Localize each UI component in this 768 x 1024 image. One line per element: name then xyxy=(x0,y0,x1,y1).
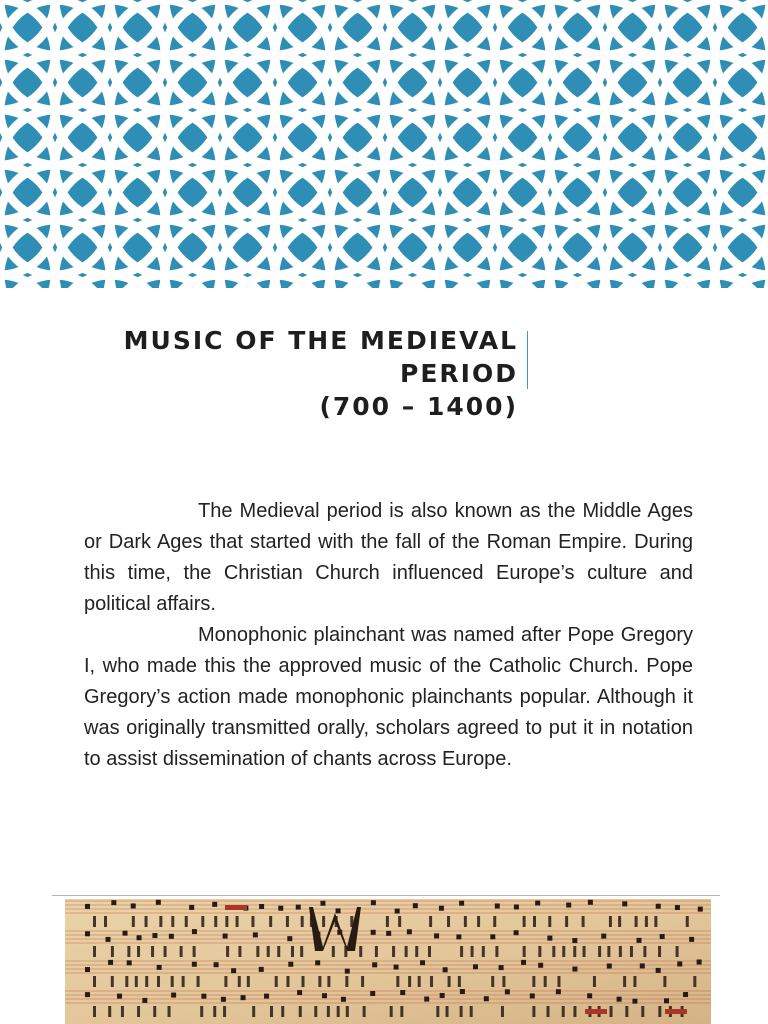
neume xyxy=(117,994,122,999)
script-stroke xyxy=(390,1006,393,1017)
script-stroke xyxy=(286,976,289,987)
neume xyxy=(697,960,702,965)
script-stroke xyxy=(562,1006,565,1017)
script-stroke xyxy=(145,976,148,987)
script-stroke xyxy=(145,916,148,927)
neume xyxy=(521,960,526,965)
neume xyxy=(490,934,495,939)
script-stroke xyxy=(251,916,254,927)
script-stroke xyxy=(538,946,541,957)
neume xyxy=(473,964,478,969)
neume xyxy=(495,903,500,908)
script-stroke xyxy=(291,946,294,957)
neume xyxy=(514,930,519,935)
script-stroke xyxy=(224,976,227,987)
neume xyxy=(85,931,90,936)
medieval-chant-manuscript-image xyxy=(65,899,711,1024)
neume xyxy=(264,994,269,999)
script-stroke xyxy=(332,946,335,957)
neume xyxy=(400,990,405,995)
manuscript-image xyxy=(65,899,711,1024)
script-stroke xyxy=(153,1006,156,1017)
neume xyxy=(601,934,606,939)
script-stroke xyxy=(491,976,494,987)
neume xyxy=(111,900,116,905)
script-stroke xyxy=(565,916,568,927)
script-stroke xyxy=(327,976,330,987)
script-stroke xyxy=(93,976,96,987)
script-stroke xyxy=(93,946,96,957)
script-stroke xyxy=(135,976,138,987)
neume xyxy=(372,962,377,967)
neume xyxy=(85,992,90,997)
script-stroke xyxy=(645,916,648,927)
script-stroke xyxy=(630,946,633,957)
script-stroke xyxy=(193,946,196,957)
script-stroke xyxy=(302,976,305,987)
script-stroke xyxy=(363,1006,366,1017)
script-stroke xyxy=(495,946,498,957)
neume xyxy=(394,965,399,970)
neume xyxy=(413,903,418,908)
script-stroke xyxy=(633,976,636,987)
script-stroke xyxy=(223,1006,226,1017)
paragraph-2: Monophonic plainchant was named after Pope Gregory I, who made this the approved music of the Catholic Church. Pope Gregory’s action made monophonic plainchants popular. Although it was originally transmitted orally, scholars agreed to put it in notation to assist dissemination of chants across Europe. xyxy=(84,624,693,770)
script-stroke xyxy=(277,946,280,957)
script-stroke xyxy=(418,976,421,987)
script-stroke xyxy=(359,946,362,957)
script-stroke xyxy=(552,946,555,957)
script-stroke xyxy=(386,916,389,927)
neume xyxy=(547,936,552,941)
neume xyxy=(131,903,136,908)
script-stroke xyxy=(609,916,612,927)
script-stroke xyxy=(286,916,289,927)
script-stroke xyxy=(625,1006,628,1017)
neume xyxy=(142,998,147,1003)
neume xyxy=(420,960,425,965)
script-stroke xyxy=(201,916,204,927)
script-stroke xyxy=(327,1006,330,1017)
script-stroke xyxy=(238,976,241,987)
script-stroke xyxy=(523,916,526,927)
script-stroke xyxy=(447,916,450,927)
neume xyxy=(535,901,540,906)
paragraph-1: The Medieval period is also known as the Middle Ages or Dark Ages that started with the fall of the Roman Empire. During this time, the Christian Church influenced Europe’s culture and political affairs. xyxy=(84,500,693,615)
rubric-mark xyxy=(225,905,247,910)
image-divider xyxy=(52,895,720,896)
script-stroke xyxy=(430,976,433,987)
script-stroke xyxy=(111,976,114,987)
script-stroke xyxy=(111,946,114,957)
slide-title xyxy=(0,324,518,423)
script-stroke xyxy=(532,976,535,987)
script-stroke xyxy=(658,1006,661,1017)
script-stroke xyxy=(108,1006,111,1017)
neume xyxy=(288,962,293,967)
script-stroke xyxy=(471,946,474,957)
script-stroke xyxy=(225,916,228,927)
neume xyxy=(530,993,535,998)
script-stroke xyxy=(322,916,325,927)
neume xyxy=(556,989,561,994)
script-stroke xyxy=(428,946,431,957)
script-stroke xyxy=(159,916,162,927)
script-stroke xyxy=(546,1006,549,1017)
script-stroke xyxy=(583,946,586,957)
neume xyxy=(386,931,391,936)
script-stroke xyxy=(346,1006,349,1017)
script-stroke xyxy=(477,916,480,927)
script-stroke xyxy=(267,946,270,957)
script-stroke xyxy=(501,1006,504,1017)
body-text xyxy=(84,496,693,775)
script-stroke xyxy=(493,916,496,927)
script-stroke xyxy=(314,1006,317,1017)
script-stroke xyxy=(610,1006,613,1017)
neume xyxy=(572,967,577,972)
script-stroke xyxy=(618,916,621,927)
script-stroke xyxy=(345,976,348,987)
script-stroke xyxy=(275,976,278,987)
neume xyxy=(439,906,444,911)
script-stroke xyxy=(641,1006,644,1017)
neume xyxy=(640,963,645,968)
script-stroke xyxy=(658,946,661,957)
script-stroke xyxy=(396,976,399,987)
neume xyxy=(287,936,292,941)
script-stroke xyxy=(180,946,183,957)
script-stroke xyxy=(137,1006,140,1017)
neume xyxy=(231,968,236,973)
neume xyxy=(253,932,258,937)
script-stroke xyxy=(607,946,610,957)
script-stroke xyxy=(446,1006,449,1017)
neume xyxy=(152,933,157,938)
neume xyxy=(192,962,197,967)
decorative-pattern-banner xyxy=(0,0,768,288)
neume xyxy=(137,935,142,940)
neume xyxy=(156,900,161,905)
script-stroke xyxy=(213,1006,216,1017)
neume xyxy=(683,992,688,997)
neume xyxy=(675,905,680,910)
script-stroke xyxy=(482,946,485,957)
neume xyxy=(637,938,642,943)
neume xyxy=(221,997,226,1002)
neume xyxy=(201,994,206,999)
script-stroke xyxy=(104,916,107,927)
script-stroke xyxy=(256,946,259,957)
script-stroke xyxy=(392,946,395,957)
script-stroke xyxy=(502,976,505,987)
neume xyxy=(632,999,637,1004)
script-stroke xyxy=(269,916,272,927)
script-stroke xyxy=(137,946,140,957)
neume xyxy=(656,904,661,909)
neume xyxy=(320,901,325,906)
neume xyxy=(456,934,461,939)
script-stroke xyxy=(200,1006,203,1017)
neume xyxy=(259,904,264,909)
script-stroke xyxy=(470,1006,473,1017)
neume xyxy=(370,991,375,996)
neume xyxy=(588,900,593,905)
neume xyxy=(157,965,162,970)
neume xyxy=(259,967,264,972)
script-stroke xyxy=(337,1006,340,1017)
script-stroke xyxy=(93,916,96,927)
script-stroke xyxy=(375,946,378,957)
script-stroke xyxy=(226,946,229,957)
script-stroke xyxy=(299,1006,302,1017)
script-stroke xyxy=(301,916,304,927)
script-stroke xyxy=(132,916,135,927)
neume xyxy=(189,905,194,910)
neume xyxy=(171,993,176,998)
rubric-mark xyxy=(665,1009,687,1014)
neume xyxy=(214,962,219,967)
script-stroke xyxy=(405,946,408,957)
neume xyxy=(407,929,412,934)
script-stroke xyxy=(171,916,174,927)
script-stroke xyxy=(693,976,696,987)
neume xyxy=(341,997,346,1002)
neume xyxy=(660,934,665,939)
script-stroke xyxy=(548,916,551,927)
script-stroke xyxy=(157,976,160,987)
script-stroke xyxy=(557,976,560,987)
script-stroke xyxy=(318,976,321,987)
neume xyxy=(106,937,111,942)
neume xyxy=(336,908,341,913)
neume xyxy=(85,967,90,972)
script-stroke xyxy=(182,976,185,987)
neume xyxy=(192,929,197,934)
neume xyxy=(505,989,510,994)
neume xyxy=(617,997,622,1002)
script-stroke xyxy=(361,976,364,987)
title-line-2: (700 – 1400) xyxy=(319,392,518,421)
script-stroke xyxy=(93,1006,96,1017)
script-stroke xyxy=(171,976,174,987)
neume xyxy=(278,906,283,911)
script-stroke xyxy=(415,946,418,957)
script-stroke xyxy=(281,1006,284,1017)
neume xyxy=(223,934,228,939)
script-stroke xyxy=(236,916,239,927)
script-stroke xyxy=(398,916,401,927)
script-stroke xyxy=(168,1006,171,1017)
script-stroke xyxy=(464,916,467,927)
script-stroke xyxy=(598,946,601,957)
neume xyxy=(587,993,592,998)
script-stroke xyxy=(523,946,526,957)
script-stroke xyxy=(429,916,432,927)
script-stroke xyxy=(408,976,411,987)
neume xyxy=(440,993,445,998)
script-stroke xyxy=(252,1006,255,1017)
neume xyxy=(345,969,350,974)
neume xyxy=(297,990,302,995)
neume xyxy=(371,900,376,905)
script-stroke xyxy=(214,916,217,927)
script-stroke xyxy=(573,946,576,957)
neume xyxy=(123,931,128,936)
neume xyxy=(499,965,504,970)
script-stroke xyxy=(544,976,547,987)
script-stroke xyxy=(686,916,689,927)
neume xyxy=(212,902,217,907)
script-stroke xyxy=(164,946,167,957)
script-stroke xyxy=(238,946,241,957)
script-stroke xyxy=(197,976,200,987)
neume xyxy=(538,963,543,968)
script-stroke xyxy=(635,916,638,927)
script-stroke xyxy=(532,1006,535,1017)
script-stroke xyxy=(593,976,596,987)
neume xyxy=(484,996,489,1001)
script-stroke xyxy=(448,976,451,987)
script-stroke xyxy=(400,1006,403,1017)
script-stroke xyxy=(460,946,463,957)
script-stroke xyxy=(436,1006,439,1017)
script-stroke xyxy=(460,1006,463,1017)
title-line-1: MUSIC OF THE MEDIEVAL PERIOD xyxy=(123,326,518,388)
script-stroke xyxy=(619,946,622,957)
neume xyxy=(514,904,519,909)
script-stroke xyxy=(676,946,679,957)
neume xyxy=(566,903,571,908)
script-stroke xyxy=(582,916,585,927)
neume xyxy=(622,901,627,906)
neume xyxy=(677,961,682,966)
neume xyxy=(169,934,174,939)
neume xyxy=(664,998,669,1003)
neume xyxy=(459,901,464,906)
title-divider xyxy=(527,331,528,389)
neume xyxy=(315,960,320,965)
neume xyxy=(424,997,429,1002)
neume xyxy=(656,968,661,973)
script-stroke xyxy=(151,946,154,957)
neume xyxy=(296,905,301,910)
script-stroke xyxy=(125,976,128,987)
neume xyxy=(108,960,113,965)
script-stroke xyxy=(533,916,536,927)
neume xyxy=(371,930,376,935)
script-stroke xyxy=(121,1006,124,1017)
rubric-mark xyxy=(585,1009,607,1014)
script-stroke xyxy=(185,916,188,927)
script-stroke xyxy=(300,946,303,957)
neume xyxy=(241,995,246,1000)
neume xyxy=(689,937,694,942)
neume xyxy=(322,993,327,998)
neume xyxy=(607,963,612,968)
neume xyxy=(572,938,577,943)
neume xyxy=(698,907,703,912)
script-stroke xyxy=(643,946,646,957)
script-stroke xyxy=(458,976,461,987)
script-stroke xyxy=(573,1006,576,1017)
neume xyxy=(127,960,132,965)
script-stroke xyxy=(127,946,130,957)
script-stroke xyxy=(663,976,666,987)
script-stroke xyxy=(247,976,250,987)
neume xyxy=(85,904,90,909)
neume xyxy=(434,933,439,938)
script-stroke xyxy=(623,976,626,987)
neume xyxy=(443,967,448,972)
script-stroke xyxy=(562,946,565,957)
script-stroke xyxy=(654,916,657,927)
script-stroke xyxy=(270,1006,273,1017)
neume xyxy=(460,989,465,994)
neume xyxy=(395,909,400,914)
